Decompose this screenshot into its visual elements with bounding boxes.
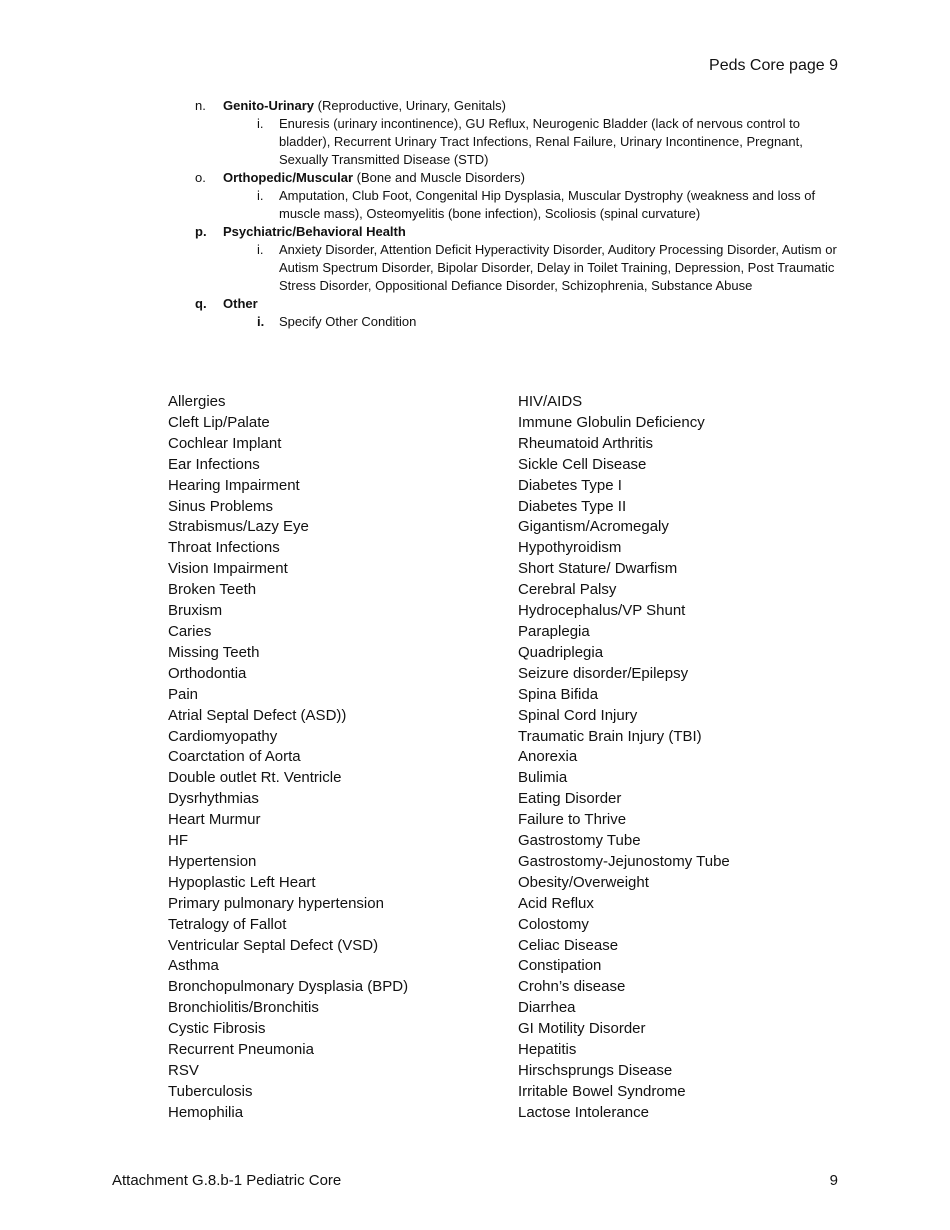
condition-item: Missing Teeth	[168, 643, 260, 661]
condition-item: Atrial Septal Defect (ASD))	[168, 706, 347, 724]
outline-marker: o.	[195, 170, 206, 185]
condition-item: Short Stature/ Dwarfism	[518, 560, 678, 578]
condition-item: Failure to Thrive	[518, 811, 627, 829]
condition-item: Bulimia	[518, 769, 568, 787]
condition-item: Cochlear Implant	[168, 434, 282, 452]
condition-item: Cerebral Palsy	[518, 581, 617, 599]
outline-item	[195, 97, 845, 115]
condition-item: Irritable Bowel Syndrome	[518, 1082, 686, 1100]
condition-item: Constipation	[518, 957, 602, 975]
condition-item: Hearing Impairment	[168, 476, 300, 494]
condition-columns	[168, 392, 868, 1124]
outline-sub-marker: i.	[257, 188, 264, 203]
footer-attachment-label: Attachment G.8.b-1 Pediatric Core	[112, 1172, 342, 1189]
condition-item: Caries	[168, 622, 212, 640]
condition-item: Paraplegia	[518, 622, 590, 640]
condition-item: Gigantism/Acromegaly	[518, 518, 669, 536]
condition-item: Ear Infections	[168, 455, 260, 473]
outline-heading	[223, 223, 406, 241]
outline-sub-text: Anxiety Disorder, Attention Deficit Hyperactivity Disorder, Auditory Processing Disorder, Autism or Autism Spectrum Disorder, Bipolar Disorder, Delay in Toilet Training, Depression, Post Traumatic Stress Disorder, Oppositional Defiance Disorder, Schizophrenia, Substance Abuse	[279, 242, 837, 293]
condition-item: Spina Bifida	[518, 685, 599, 703]
outline-subitem	[195, 313, 845, 331]
condition-item: Bronchopulmonary Dysplasia (BPD)	[168, 978, 409, 996]
condition-item: Tuberculosis	[168, 1082, 253, 1100]
condition-item: Orthodontia	[168, 664, 247, 682]
condition-item: Cardiomyopathy	[168, 727, 278, 745]
outline-item	[195, 295, 845, 313]
outline-sub-marker: i.	[257, 314, 265, 329]
condition-item: Celiac Disease	[518, 936, 619, 954]
outline-description: (Reproductive, Urinary, Genitals)	[314, 98, 506, 113]
outline-title: Genito-Urinary	[223, 98, 315, 113]
outline-heading	[223, 169, 525, 187]
condition-item: Diabetes Type I	[518, 476, 622, 494]
condition-item: Seizure disorder/Epilepsy	[518, 664, 689, 682]
condition-item: Eating Disorder	[518, 790, 622, 808]
condition-item: Dysrhythmias	[168, 790, 259, 808]
footer-page-number: 9	[829, 1172, 838, 1189]
condition-item: Cleft Lip/Palate	[168, 413, 270, 431]
condition-item: Gastrostomy-Jejunostomy Tube	[518, 852, 730, 870]
condition-item: Traumatic Brain Injury (TBI)	[518, 727, 702, 745]
condition-item: Acid Reflux	[518, 894, 594, 912]
outline-marker: q.	[195, 296, 207, 311]
condition-item: Sickle Cell Disease	[518, 455, 647, 473]
condition-item: Asthma	[168, 957, 219, 975]
condition-item: RSV	[168, 1062, 199, 1079]
condition-item: Coarctation of Aorta	[168, 748, 301, 766]
condition-item: Immune Globulin Deficiency	[518, 413, 705, 431]
condition-item: Hypoplastic Left Heart	[168, 873, 316, 891]
condition-item: Colostomy	[518, 915, 589, 933]
page-header: Peds Core page 9	[709, 57, 838, 74]
condition-item: Recurrent Pneumonia	[168, 1041, 314, 1059]
page-footer	[112, 1172, 838, 1189]
outline-heading	[223, 97, 506, 115]
outline-marker: n.	[195, 98, 206, 113]
condition-item: Ventricular Septal Defect (VSD)	[168, 936, 379, 954]
condition-outline	[195, 97, 845, 331]
outline-title: Psychiatric/Behavioral Health	[223, 224, 406, 239]
condition-item: Pain	[168, 685, 199, 703]
condition-item: Obesity/Overweight	[518, 873, 649, 891]
condition-item: Anorexia	[518, 748, 578, 766]
outline-description: (Bone and Muscle Disorders)	[353, 170, 525, 185]
condition-item: Gastrostomy Tube	[518, 832, 641, 850]
right-condition-list	[518, 392, 868, 1124]
outline-item	[195, 169, 845, 187]
left-condition-list	[168, 392, 518, 1124]
condition-item: Hepatitis	[518, 1041, 577, 1059]
condition-item: Hemophilia	[168, 1103, 244, 1121]
condition-item: Crohn’s disease	[518, 978, 626, 996]
outline-subitem	[195, 241, 845, 295]
outline-sub-marker: i.	[257, 242, 264, 257]
outline-title: Orthopedic/Muscular	[223, 170, 354, 185]
condition-item: Spinal Cord Injury	[518, 706, 638, 724]
condition-item: Bronchiolitis/Bronchitis	[168, 999, 319, 1017]
condition-item: Vision Impairment	[168, 560, 288, 578]
condition-item: Hypertension	[168, 852, 257, 870]
condition-item: HIV/AIDS	[518, 393, 583, 410]
condition-item: Sinus Problems	[168, 497, 274, 515]
condition-item: Tetralogy of Fallot	[168, 915, 287, 933]
condition-item: Throat Infections	[168, 539, 280, 557]
condition-item: Diabetes Type II	[518, 497, 627, 515]
condition-item: Double outlet Rt. Ventricle	[168, 769, 342, 787]
condition-item: Lactose Intolerance	[518, 1103, 649, 1121]
outline-subitem	[195, 115, 845, 169]
condition-item: Broken Teeth	[168, 581, 257, 599]
outline-sub-text: Specify Other Condition	[279, 314, 417, 329]
outline-item	[195, 223, 845, 241]
condition-item: Hypothyroidism	[518, 539, 622, 557]
condition-item: Diarrhea	[518, 999, 576, 1017]
condition-item: Primary pulmonary hypertension	[168, 894, 384, 912]
outline-sub-marker: i.	[257, 116, 264, 131]
outline-marker: p.	[195, 224, 207, 239]
condition-item: Quadriplegia	[518, 643, 604, 661]
condition-item: Heart Murmur	[168, 811, 261, 829]
outline-sub-text: Enuresis (urinary incontinence), GU Reflux, Neurogenic Bladder (lack of nervous control to bladder), Recurrent Urinary Tract Infections, Renal Failure, Urinary Incontinence, Pregnant, Sexually Transmitted Disease (STD)	[279, 116, 803, 167]
condition-item: HF	[168, 832, 188, 850]
condition-item: GI Motility Disorder	[518, 1020, 646, 1038]
condition-item: Rheumatoid Arthritis	[518, 434, 654, 452]
condition-item: Allergies	[168, 393, 226, 410]
outline-heading	[223, 295, 258, 313]
outline-sub-text: Amputation, Club Foot, Congenital Hip Dysplasia, Muscular Dystrophy (weakness and loss of muscle mass), Osteomyelitis (bone infection), Scoliosis (spinal curvature)	[279, 188, 816, 221]
condition-item: Bruxism	[168, 602, 223, 620]
condition-item: Strabismus/Lazy Eye	[168, 518, 309, 536]
outline-subitem	[195, 187, 845, 223]
condition-item: Hirschsprungs Disease	[518, 1062, 673, 1079]
condition-item: Cystic Fibrosis	[168, 1020, 266, 1038]
condition-item: Hydrocephalus/VP Shunt	[518, 602, 686, 620]
outline-title: Other	[223, 296, 258, 311]
